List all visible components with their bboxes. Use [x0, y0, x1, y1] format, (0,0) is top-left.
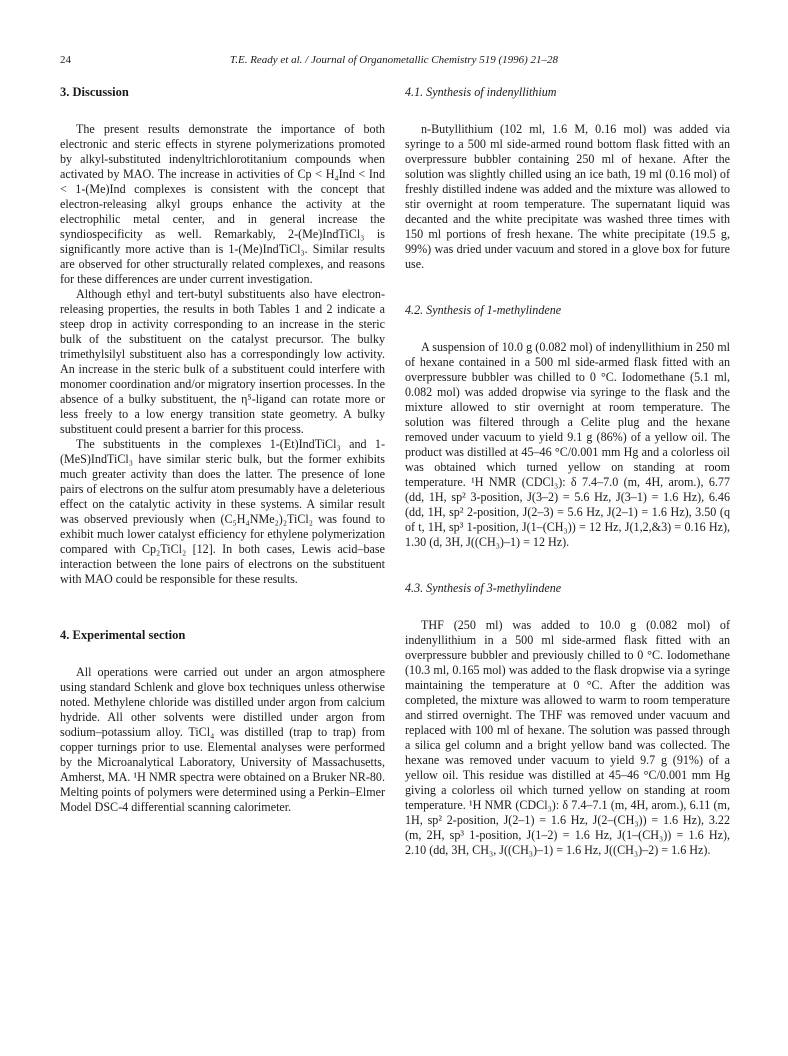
left-column	[60, 84, 385, 815]
experimental-heading: 4. Experimental section	[60, 628, 186, 642]
discussion-paragraph: The substituents in the complexes 1-(Et)IndTiCl₃ and 1-(MeS)IndTiCl₃ have similar steric bulk, but the former exhibits much greater activity than does the latter. The presence of lone pairs of electrons on the sulfur atom presumably have a deleterious effect on the catalytic activity in these systems. A similar result was observed previously when (C₅H₄NMe₂)₂TiCl₂ was found to exhibit much lower catalyst efficiency for ethylene polymerization compared with Cp₂TiCl₂ [12]. In both cases, Lewis acid–base interaction between the lone pairs of electrons on the substituent with MAO could be responsible for these results.	[60, 437, 385, 586]
methylindene-3-paragraph: THF (250 ml) was added to 10.0 g (0.082 mol) of indenyllithium in a 500 ml side-armed flask fitted with an overpressure bubbler and previously chilled to 0 °C. Iodomethane (10.3 ml, 0.165 mol) was added to the flask dropwise via a syringe maintaining the temperature at 0 °C. After the addition was completed, the mixture was allowed to warm to room temperature and stirred overnight. The THF was removed under vacuum and replaced with 100 ml of hexane. The solution was passed through a silica gel column and a bright yellow band was collected. The hexane was removed under vacuum to yield 9.7 g (91%) of a yellow oil. This residue was distilled at 45–46 °C/0.001 mm Hg giving a colorless oil which turned yellow on standing at room temperature. ¹H NMR (CDCl₃): δ 7.4–7.1 (m, 4H, arom.), 6.11 (m, 1H, sp² 2-position, J(2–1) = 1.6 Hz, J(2–(CH₃)) = 1.6 Hz), 3.22 (m, 2H, sp³ 1-position, J(1–2) = 1.6 Hz, J(1–(CH₃)) = 1.6 Hz), 2.10 (dd, 3H, CH₃, J((CH₃)–1) = 1.6 Hz, J((CH₃)–2) = 1.6 Hz).	[405, 618, 730, 857]
discussion-paragraph: The present results demonstrate the importance of both electronic and steric effects in styrene polymerizations promoted by alkyl-substituted indenyltrichlorotitanium compounds when activated by MAO. The increase in activities of Cp < H₄Ind < Ind < 1-(Me)Ind complexes is consistent with the concept that electron-releasing alkyl groups enhance the activity at the electrophilic metal center, and in general increase the syndiospecificity as well. Remarkably, 2-(Me)IndTiCl₃ is significantly more active than is 1-(Me)IndTiCl₃. Similar results are observed for other structurally related complexes, and reasons for these differences are under current investigation.	[60, 122, 385, 286]
experimental-paragraph: All operations were carried out under an argon atmosphere using standard Schlenk and glove box techniques unless otherwise noted. Methylene chloride was distilled under argon from calcium hydride. All other solvents were distilled under argon from sodium–potassium alloy. TiCl₄ was distilled (trap to trap) from copper turnings prior to use. Elemental analyses were performed by the Microanalytical Laboratory, University of Massachusetts, Amherst, MA. ¹H NMR spectra were obtained on a Bruker NR-80. Melting points of polymers were determined using a Perkin–Elmer Model DSC-4 differential scanning calorimeter.	[60, 665, 385, 814]
indenyllithium-heading: 4.1. Synthesis of indenyllithium	[405, 85, 557, 99]
discussion-paragraph: Although ethyl and tert-butyl substituents also have electron-releasing properties, the results in both Tables 1 and 2 indicate a steep drop in activity corresponding to an increase in the steric bulk of the substituent on the catalyst precursor. The bulky trimethylsilyl substituent also has a correspondingly low activity. An increase in the steric bulk of a substituent could interfere with monomer coordination and/or migratory insertion processes. In the absence of a bulky substituent, the η⁵-ligand can rotate more or less freely to a low energy transition state geometry. A bulky substituent could present a barrier for this process.	[60, 287, 385, 436]
methylindene-3-heading: 4.3. Synthesis of 3-methylindene	[405, 581, 562, 595]
methylindene-1-paragraph: A suspension of 10.0 g (0.082 mol) of indenyllithium in 250 ml of hexane contained in a 500 ml side-armed flask fitted with an overpressure bubbler was chilled to 0 °C. Iodomethane (5.1 ml, 0.082 mol) was added dropwise via syringe to the flask and the mixture allowed to stir overnight at room temperature. The solution was filtered through a Celite plug and the hexane removed under vacuum to yield 9.1 g (86%) of a yellow oil. The product was distilled at 45–46 °C/0.001 mm Hg and a colorless oil was obtained which turned yellow on standing at room temperature. ¹H NMR (CDCl₃): δ 7.4–7.0 (m, 4H, arom.), 6.77 (dd, 1H, sp² 3-position, J(3–2) = 5.6 Hz, J(3–1) = 1.6 Hz), 6.46 (dd, 1H, sp² 2-position, J(2–3) = 5.6 Hz, J(2–1) = 1.6 Hz), 3.50 (q of t, 1H, sp³ 1-position, J(1–(CH₃)) = 12 Hz, J(1,2,&3) = 0.16 Hz), 1.30 (d, 3H, J((CH₃)–1) = 12 Hz).	[405, 340, 730, 549]
running-head	[60, 54, 728, 70]
right-column	[405, 84, 730, 858]
methylindene-1-heading: 4.2. Synthesis of 1-methylindene	[405, 303, 562, 317]
journal-reference: T.E. Ready et al. / Journal of Organometallic Chemistry 519 (1996) 21–28	[229, 54, 559, 66]
discussion-heading: 3. Discussion	[60, 85, 129, 99]
page-number: 24	[60, 54, 71, 66]
indenyllithium-paragraph: n-Butyllithium (102 ml, 1.6 M, 0.16 mol) was added via syringe to a 500 ml side-armed round bottom flask fitted with an overpressure bubbler containing 250 ml of hexane. After the solution was slightly chilled using an ice bath, 19 ml (0.16 mol) of freshly distilled indene was added and the mixture was allowed to stir overnight at room temperature. The supernatant liquid was decanted and the white precipitate was washed three times with 150 ml portions of fresh hexane. The white precipitate (19.5 g, 99%) was dried under vacuum and stored in a glove box for future use.	[405, 122, 730, 271]
